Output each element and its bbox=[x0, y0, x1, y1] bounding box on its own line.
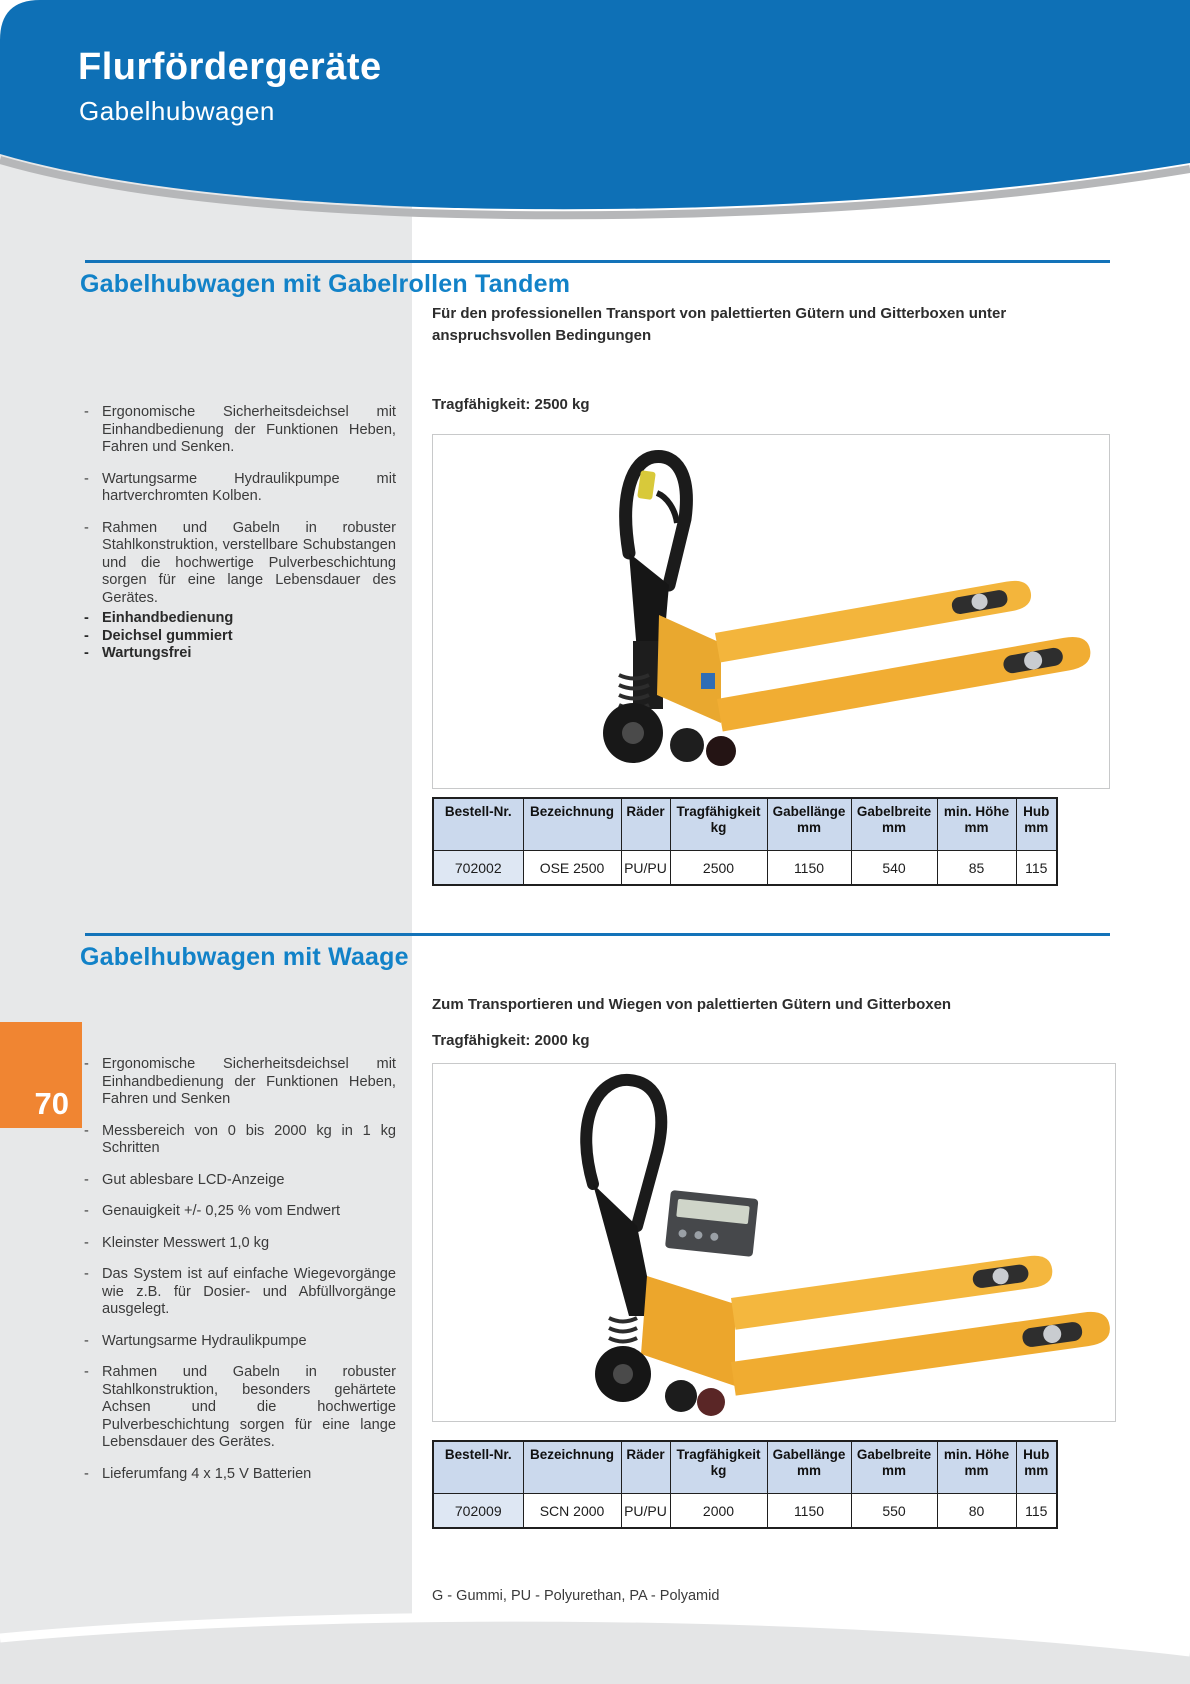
bullet-item bbox=[84, 404, 396, 457]
table-cell: PU/PU bbox=[621, 851, 670, 886]
bullet-item bbox=[84, 1364, 396, 1452]
bullet-item bbox=[84, 1172, 396, 1190]
truck-wheel-hub bbox=[622, 722, 644, 744]
table-header-cell: min. Höhe mm bbox=[937, 798, 1016, 851]
pallet-truck-illustration bbox=[433, 435, 1109, 788]
intro-text: Für den professionellen Transport von palettierten Gütern und Gitterboxen unter anspruchsvollen Bedingungen bbox=[432, 305, 1007, 344]
bullet-text: Genauigkeit +/- 0,25 % vom Endwert bbox=[102, 1203, 341, 1219]
truck-handle bbox=[586, 1080, 661, 1226]
truck-tandem-roller-1 bbox=[670, 728, 704, 762]
product-image-frame bbox=[432, 1063, 1116, 1422]
bullet-dash: - bbox=[84, 627, 89, 644]
table-cell: 2500 bbox=[670, 851, 767, 886]
bullet-dash: - bbox=[84, 1234, 89, 1251]
truck-carriage bbox=[657, 615, 721, 723]
bullet-text: Rahmen und Gabeln in robuster Stahlkonstruktion, besonders gehärtete Achsen und die hochwertige Pulverbeschichtung sorgen für eine lange Lebensdauer des Gerätes. bbox=[102, 1364, 396, 1450]
bottom-curve bbox=[0, 1560, 1190, 1684]
table-header-cell: Gabellänge mm bbox=[767, 798, 851, 851]
bullet-text: Messbereich von 0 bis 2000 kg in 1 kg Schritten bbox=[102, 1122, 396, 1156]
product-image-frame bbox=[432, 434, 1110, 789]
bullet-dash: - bbox=[84, 519, 89, 536]
capacity-text: Tragfähigkeit: 2000 kg bbox=[432, 1032, 590, 1049]
truck-logo-badge bbox=[701, 673, 715, 689]
section-divider bbox=[85, 260, 1110, 263]
bullet-text: Gut ablesbare LCD-Anzeige bbox=[102, 1171, 285, 1188]
page-subtitle: Gabelhubwagen bbox=[79, 96, 275, 126]
bullet-dash: - bbox=[84, 1056, 89, 1072]
bullet-item bbox=[84, 628, 396, 646]
table-header-cell: Bestell-Nr. bbox=[433, 798, 523, 851]
bullet-text: Rahmen und Gabeln in robuster Stahlkonstruktion, verstellbare Schubstangen und die hochwertige Pulverbeschichtung sorgen für eine lange Lebensdauer des Gerätes. bbox=[102, 519, 396, 606]
bullet-dash: - bbox=[84, 1364, 89, 1380]
bullet-dash: - bbox=[84, 1332, 89, 1349]
table-header-cell: Gabelbreite mm bbox=[851, 798, 937, 851]
page-title: Flurfördergeräte bbox=[78, 46, 382, 88]
section-divider bbox=[85, 933, 1110, 936]
capacity-text: Tragfähigkeit: 2500 kg bbox=[432, 396, 590, 413]
footer-legend: G - Gummi, PU - Polyurethan, PA - Polyamid bbox=[432, 1588, 720, 1604]
bullet-item bbox=[84, 520, 396, 608]
bullet-text: Wartungsarme Hydraulikpumpe bbox=[102, 1332, 307, 1349]
table-cell: OSE 2500 bbox=[523, 851, 621, 886]
scale-display bbox=[665, 1190, 759, 1257]
spec-table bbox=[432, 797, 1058, 886]
bullet-item bbox=[84, 1466, 396, 1484]
truck-fork-upper bbox=[731, 1253, 1054, 1330]
table-header-cell: Bestell-Nr. bbox=[433, 1441, 523, 1494]
table-cell: 702009 bbox=[433, 1494, 523, 1529]
table-cell: 1150 bbox=[767, 851, 851, 886]
table-cell: 1150 bbox=[767, 1494, 851, 1529]
table-cell: 115 bbox=[1016, 1494, 1057, 1529]
bullet-list bbox=[84, 404, 396, 621]
table-row bbox=[433, 1494, 1057, 1529]
truck-fork-upper bbox=[715, 578, 1033, 663]
table-cell: 540 bbox=[851, 851, 937, 886]
bullet-dash: - bbox=[84, 610, 89, 626]
truck-tandem-roller-2 bbox=[697, 1388, 725, 1416]
bullet-item bbox=[84, 471, 396, 506]
bullet-item bbox=[84, 1203, 396, 1221]
section-heading: Gabelhubwagen mit Gabelrollen Tandem bbox=[80, 270, 571, 298]
bullet-dash: - bbox=[84, 1171, 89, 1188]
pallet-truck-scale-illustration bbox=[433, 1064, 1115, 1421]
table-cell: 550 bbox=[851, 1494, 937, 1529]
table-cell: 85 bbox=[937, 851, 1016, 886]
bullet-dash: - bbox=[84, 645, 89, 661]
section-heading: Gabelhubwagen mit Waage bbox=[80, 943, 409, 971]
bold-bullet-list bbox=[84, 610, 396, 663]
table-header-cell: Bezeichnung bbox=[523, 798, 621, 851]
bullet-text: Deichsel gummiert bbox=[102, 627, 233, 644]
bullet-dash: - bbox=[84, 1122, 89, 1139]
bullet-text: Ergonomische Sicherheitsdeichsel mit Einhandbedienung der Funktionen Heben, Fahren und Senken bbox=[102, 1056, 396, 1107]
table-row bbox=[433, 851, 1057, 886]
table-cell: PU/PU bbox=[621, 1494, 670, 1529]
bullet-text: Ergonomische Sicherheitsdeichsel mit Einhandbedienung der Funktionen Heben, Fahren und Senken. bbox=[102, 404, 396, 455]
spec-table bbox=[432, 1440, 1058, 1529]
truck-tandem-roller-1 bbox=[665, 1380, 697, 1412]
table-header-cell: Hub mm bbox=[1016, 798, 1057, 851]
table-header-cell: min. Höhe mm bbox=[937, 1441, 1016, 1494]
truck-carriage bbox=[641, 1276, 735, 1386]
bullet-dash: - bbox=[84, 1465, 89, 1482]
table-header-cell: Tragfähigkeit kg bbox=[670, 798, 767, 851]
bullet-dash: - bbox=[84, 1203, 89, 1219]
bullet-dash: - bbox=[84, 470, 89, 487]
table-cell: SCN 2000 bbox=[523, 1494, 621, 1529]
bullet-text: Einhandbedienung bbox=[102, 610, 234, 626]
bullet-text: Kleinster Messwert 1,0 kg bbox=[102, 1234, 270, 1251]
table-header-cell: Räder bbox=[621, 798, 670, 851]
table-header-cell: Räder bbox=[621, 1441, 670, 1494]
bullet-text: Wartungsarme Hydraulikpumpe mit hartverchromten Kolben. bbox=[102, 470, 396, 504]
bullet-list bbox=[84, 1056, 396, 1497]
bullet-text: Das System ist auf einfache Wiegevorgänge wie z.B. für Dosier- und Abfüllvorgänge ausgelegt. bbox=[102, 1266, 396, 1317]
table-header-cell: Gabelbreite mm bbox=[851, 1441, 937, 1494]
bullet-dash: - bbox=[84, 1266, 89, 1282]
truck-wheel-hub bbox=[613, 1364, 633, 1384]
table-cell: 115 bbox=[1016, 851, 1057, 886]
page-number: 70 bbox=[34, 1086, 69, 1121]
truck-spring bbox=[609, 1318, 637, 1342]
bullet-item bbox=[84, 1056, 396, 1109]
bullet-item bbox=[84, 1266, 396, 1319]
bullet-item bbox=[84, 1235, 396, 1253]
table-cell: 80 bbox=[937, 1494, 1016, 1529]
truck-lever bbox=[657, 493, 677, 523]
bullet-item bbox=[84, 645, 396, 663]
bullet-item bbox=[84, 610, 396, 628]
table-header-cell: Bezeichnung bbox=[523, 1441, 621, 1494]
bullet-text: Lieferumfang 4 x 1,5 V Batterien bbox=[102, 1465, 312, 1482]
bullet-item bbox=[84, 1333, 396, 1351]
page-number-badge bbox=[0, 1022, 82, 1128]
truck-tandem-roller-2 bbox=[706, 736, 736, 766]
table-header-cell: Gabellänge mm bbox=[767, 1441, 851, 1494]
bullet-item bbox=[84, 1123, 396, 1158]
table-header-cell: Tragfähigkeit kg bbox=[670, 1441, 767, 1494]
table-header-cell: Hub mm bbox=[1016, 1441, 1057, 1494]
bullet-dash: - bbox=[84, 404, 89, 420]
bullet-text: Wartungsfrei bbox=[102, 645, 192, 661]
intro-text: Zum Transportieren und Wiegen von palettierten Gütern und Gitterboxen bbox=[432, 996, 952, 1013]
table-cell: 702002 bbox=[433, 851, 523, 886]
table-cell: 2000 bbox=[670, 1494, 767, 1529]
